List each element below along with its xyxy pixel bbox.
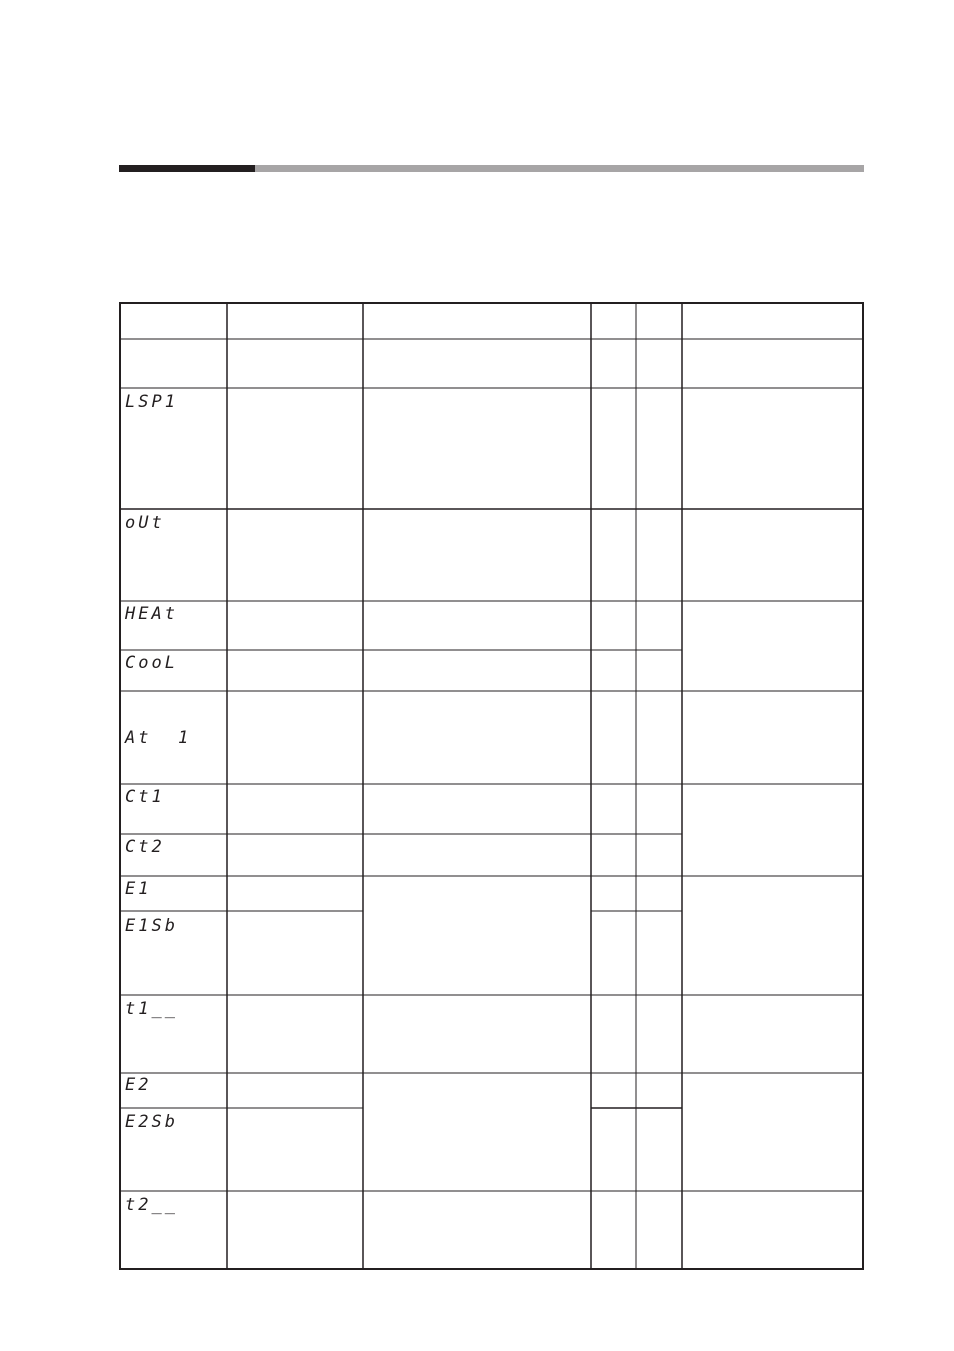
code-cool: CooL	[125, 653, 178, 673]
code-at1: At 1	[125, 728, 192, 748]
code-t2: t2__	[125, 1195, 178, 1215]
code-e1: E1	[125, 879, 152, 899]
code-ct2: Ct2	[125, 837, 165, 857]
code-lsp1: LSP1	[125, 392, 178, 412]
code-e2sb: E2Sb	[125, 1112, 178, 1132]
code-out: oUt	[125, 513, 165, 533]
code-t1: t1__	[125, 999, 178, 1019]
code-heat: HEAt	[125, 604, 178, 624]
code-e2: E2	[125, 1075, 152, 1095]
code-e1sb: E1Sb	[125, 916, 178, 936]
code-ct1: Ct1	[125, 787, 165, 807]
